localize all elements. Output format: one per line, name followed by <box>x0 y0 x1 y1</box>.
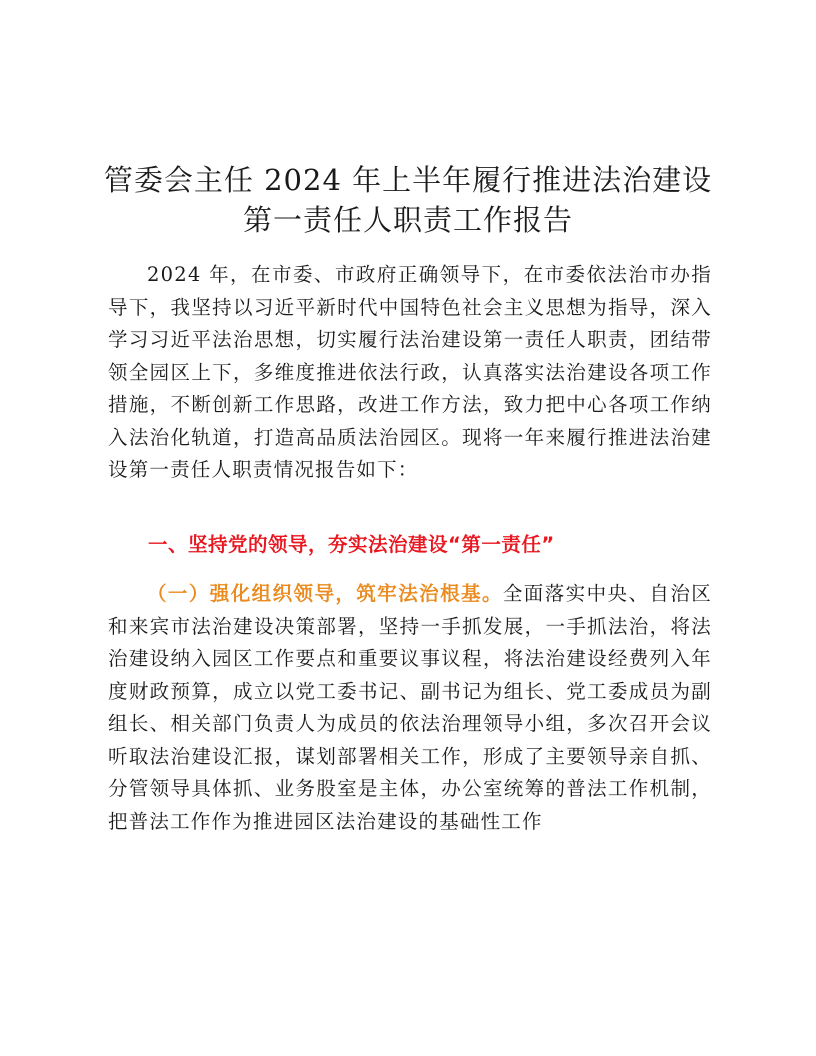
subsection-body-1: 全面落实中央、自治区和来宾市法治建设决策部署，坚持一手抓发展，一手抓法治，将法治建设纳入园区工作要点和重要议事议程，将法治建设经费列入年度财政预算，成立以党工委书记、副书记为组长、党工委成员为副组长、相关部门负责人为成员的依法治理领导小组，多次召开会议听取法治建设汇报，谋划部署相关工作，形成了主要领导亲自抓、分管领导具体抓、业务股室是主体，办公室统筹的普法工作机制，把普法工作作为推进园区法治建设的基础性工作 <box>108 582 712 833</box>
subsection-heading-1: （一）强化组织领导，筑牢法治根基。 <box>147 582 503 605</box>
section-1-paragraph-1 <box>108 578 712 838</box>
document-title-line-1: 管委会主任 2024 年上半年履行推进法治建设 <box>103 163 713 197</box>
document-title-line-2: 第一责任人职责工作报告 <box>242 203 573 237</box>
section-heading-1: 一、坚持党的领导，夯实法治建设“第一责任” <box>148 533 555 556</box>
intro-paragraph: 2024 年，在市委、市政府正确领导下，在市委依法治市办指导下，我坚持以习近平新时代中国特色社会主义思想为指导，深入学习习近平法治思想，切实履行法治建设第一责任人职责，团结带领全园区上下，多维度推进依法行政，认真落实法治建设各项工作措施，不断创新工作思路，改进工作方法，致力把中心各项工作纳入法治化轨道，打造高品质法治园区。现将一年来履行推进法治建设第一责任人职责情况报告如下： <box>108 263 712 481</box>
